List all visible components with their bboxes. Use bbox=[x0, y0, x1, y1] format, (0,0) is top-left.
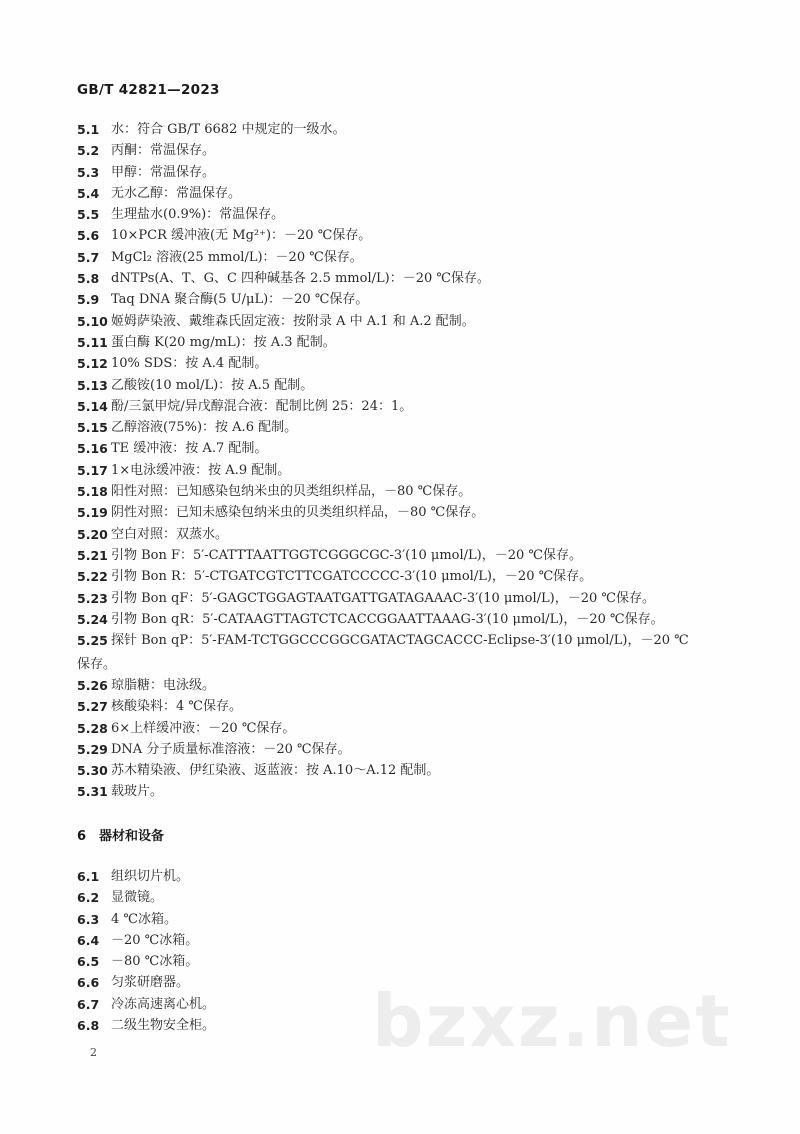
clause-text: 引物 Bon F：5′-CATTTAATTGGTCGGGCGC-3′(10 μmol/L)，－20 ℃保存。 bbox=[111, 547, 582, 563]
clause-number: 5.18 bbox=[77, 484, 108, 500]
clause-text: 10×PCR 缓冲液(无 Mg²⁺)：－20 ℃保存。 bbox=[111, 228, 372, 244]
clause-number: 6.5 bbox=[77, 954, 100, 970]
reagent-item bbox=[77, 247, 717, 268]
clause-number: 5.30 bbox=[77, 763, 108, 779]
clause-text: 探针 Bon qP：5′-FAM-TCTGGCCCGGCGATACTAGCACCC-Eclipse-3′(10 μmol/L)，－20 ℃ bbox=[111, 633, 689, 649]
clause-number: 5.29 bbox=[77, 741, 108, 757]
clause-number: 6.1 bbox=[77, 869, 100, 884]
clause-text: 匀浆研磨器。 bbox=[111, 975, 190, 991]
reagent-list-continued bbox=[77, 675, 717, 803]
reagent-item bbox=[77, 781, 717, 802]
reagent-item bbox=[77, 204, 717, 225]
clause-text: 显微镜。 bbox=[111, 890, 164, 906]
reagent-item bbox=[77, 718, 717, 739]
clause-text: 姬姆萨染液、戴维森氏固定液：按附录 A 中 A.1 和 A.2 配制。 bbox=[111, 313, 475, 329]
reagent-item bbox=[77, 332, 717, 353]
reagent-item bbox=[77, 396, 717, 417]
clause-text: 4 ℃冰箱。 bbox=[111, 911, 177, 927]
clause-text: 组织切片机。 bbox=[111, 869, 190, 884]
clause-number: 6.3 bbox=[77, 911, 100, 927]
clause-text: 1×电泳缓冲液：按 A.9 配制。 bbox=[111, 462, 291, 478]
reagent-item bbox=[77, 417, 717, 438]
clause-number: 5.26 bbox=[77, 678, 108, 693]
clause-number: 5.23 bbox=[77, 590, 108, 606]
standard-code-header: GB/T 42821—2023 bbox=[77, 82, 220, 98]
clause-text: 冷冻高速离心机。 bbox=[111, 996, 216, 1012]
clause-text: TE 缓冲液：按 A.7 配制。 bbox=[111, 441, 268, 457]
clause-text: 阴性对照：已知未感染包纳米虫的贝类组织样品，－80 ℃保存。 bbox=[111, 505, 485, 521]
clause-text: DNA 分子质量标准溶液：－20 ℃保存。 bbox=[111, 741, 351, 757]
clause-number: 5.21 bbox=[77, 547, 108, 563]
reagent-item bbox=[77, 739, 717, 760]
reagent-item bbox=[77, 311, 717, 332]
clause-text: 琼脂糖：电泳级。 bbox=[111, 678, 216, 693]
clause-number: 5.8 bbox=[77, 271, 100, 287]
equipment-item bbox=[77, 866, 717, 887]
reagent-item bbox=[77, 630, 717, 651]
reagent-item bbox=[77, 524, 717, 545]
reagent-item bbox=[77, 375, 717, 396]
clause-text: 甲醇：常温保存。 bbox=[111, 164, 216, 180]
reagent-item bbox=[77, 289, 717, 310]
clause-text: 丙酮：常温保存。 bbox=[111, 143, 216, 159]
reagent-item bbox=[77, 545, 717, 566]
clause-number: 5.3 bbox=[77, 164, 100, 180]
watermark-logo: bzxz.net bbox=[372, 979, 732, 1063]
reagent-item bbox=[77, 588, 717, 609]
clause-number: 6.2 bbox=[77, 890, 100, 906]
clause-text: 生理盐水(0.9%)：常温保存。 bbox=[111, 207, 285, 223]
clause-text: 二级生物安全柜。 bbox=[111, 1018, 216, 1034]
clause-number: 5.15 bbox=[77, 420, 108, 436]
equipment-item bbox=[77, 951, 717, 972]
reagent-item bbox=[77, 609, 717, 630]
clause-number: 5.4 bbox=[77, 185, 100, 201]
reagent-item bbox=[77, 225, 717, 246]
reagent-list bbox=[77, 119, 717, 651]
clause-text: 酚/三氯甲烷/异戊醇混合液：配制比例 25：24：1。 bbox=[111, 398, 413, 414]
clause-number: 6.6 bbox=[77, 975, 100, 991]
clause-text: 引物 Bon qR：5′-CATAAGTTAGTCTCACCGGAATTAAAG-3′(10 μmol/L)，－20 ℃保存。 bbox=[111, 611, 664, 627]
reagent-item bbox=[77, 460, 717, 481]
clause-number: 5.6 bbox=[77, 228, 100, 244]
item-5-25-continuation: 保存。 bbox=[77, 657, 117, 672]
clause-text: 阳性对照：已知感染包纳米虫的贝类组织样品，－80 ℃保存。 bbox=[111, 484, 472, 500]
clause-number: 5.10 bbox=[77, 313, 108, 329]
clause-text: 蛋白酶 K(20 mg/mL)：按 A.3 配制。 bbox=[111, 334, 336, 350]
clause-number: 5.2 bbox=[77, 143, 100, 159]
clause-text: 核酸染料：4 ℃保存。 bbox=[111, 699, 242, 715]
clause-number: 5.28 bbox=[77, 720, 108, 736]
clause-number: 5.16 bbox=[77, 441, 108, 457]
clause-number: 5.12 bbox=[77, 356, 108, 372]
clause-number: 5.25 bbox=[77, 633, 108, 649]
reagent-item bbox=[77, 675, 717, 696]
reagent-item bbox=[77, 696, 717, 717]
clause-text: 水：符合 GB/T 6682 中规定的一级水。 bbox=[111, 122, 346, 137]
section-6-heading bbox=[77, 825, 164, 844]
clause-text: dNTPs(A、T、G、C 四种碱基各 2.5 mmol/L)：－20 ℃保存。 bbox=[111, 271, 490, 287]
page-number: 2 bbox=[90, 1046, 97, 1059]
clause-text: 10% SDS：按 A.4 配制。 bbox=[111, 356, 268, 372]
clause-text: 乙酸铵(10 mol/L)：按 A.5 配制。 bbox=[111, 377, 314, 393]
reagent-item bbox=[77, 119, 717, 140]
clause-number: 5.31 bbox=[77, 784, 108, 800]
clause-number: 6.8 bbox=[77, 1018, 100, 1034]
clause-text: 6×上样缓冲液：－20 ℃保存。 bbox=[111, 720, 296, 736]
clause-number: 5.17 bbox=[77, 462, 108, 478]
clause-number: 6.7 bbox=[77, 996, 100, 1012]
clause-text: 引物 Bon qF：5′-GAGCTGGAGTAATGATTGATAGAAAC-3′(10 μmol/L)，－20 ℃保存。 bbox=[111, 590, 655, 606]
equipment-item bbox=[77, 930, 717, 951]
clause-number: 5.9 bbox=[77, 292, 100, 308]
reagent-item bbox=[77, 140, 717, 161]
clause-text: 无水乙醇：常温保存。 bbox=[111, 185, 242, 201]
equipment-item bbox=[77, 909, 717, 930]
clause-number: 5.27 bbox=[77, 699, 108, 715]
clause-number: 5.20 bbox=[77, 526, 108, 542]
clause-text: 空白对照：双蒸水。 bbox=[111, 526, 229, 542]
clause-number: 5.13 bbox=[77, 377, 108, 393]
clause-number: 5.7 bbox=[77, 249, 100, 265]
clause-number: 5.1 bbox=[77, 122, 100, 137]
reagent-item bbox=[77, 162, 717, 183]
clause-text: 苏木精染液、伊红染液、返蓝液：按 A.10～A.12 配制。 bbox=[111, 763, 440, 779]
equipment-item bbox=[77, 887, 717, 908]
reagent-item bbox=[77, 268, 717, 289]
clause-number: 5.5 bbox=[77, 207, 100, 223]
clause-text: Taq DNA 聚合酶(5 U/μL)：－20 ℃保存。 bbox=[111, 292, 369, 308]
reagent-item bbox=[77, 183, 717, 204]
reagent-item bbox=[77, 502, 717, 523]
reagent-item bbox=[77, 438, 717, 459]
reagent-item bbox=[77, 353, 717, 374]
clause-text: 引物 Bon R：5′-CTGATCGTCTTCGATCCCCC-3′(10 μmol/L)，－20 ℃保存。 bbox=[111, 569, 593, 585]
clause-number: 5.11 bbox=[77, 334, 108, 350]
clause-text: 载玻片。 bbox=[111, 784, 164, 800]
clause-number: 5.22 bbox=[77, 569, 108, 585]
reagent-item bbox=[77, 566, 717, 587]
section-title-text: 器材和设备 bbox=[99, 829, 165, 844]
reagent-item bbox=[77, 481, 717, 502]
clause-number: 5.24 bbox=[77, 611, 108, 627]
clause-number: 6.4 bbox=[77, 932, 100, 948]
clause-text: MgCl₂ 溶液(25 mmol/L)：－20 ℃保存。 bbox=[111, 249, 363, 265]
reagent-item bbox=[77, 760, 717, 781]
clause-number: 5.14 bbox=[77, 398, 108, 414]
clause-text: －20 ℃冰箱。 bbox=[111, 932, 199, 948]
clause-text: －80 ℃冰箱。 bbox=[111, 954, 199, 970]
clause-number: 5.19 bbox=[77, 505, 108, 521]
section-number: 6 bbox=[77, 829, 87, 844]
clause-text: 乙醇溶液(75%)：按 A.6 配制。 bbox=[111, 420, 298, 436]
